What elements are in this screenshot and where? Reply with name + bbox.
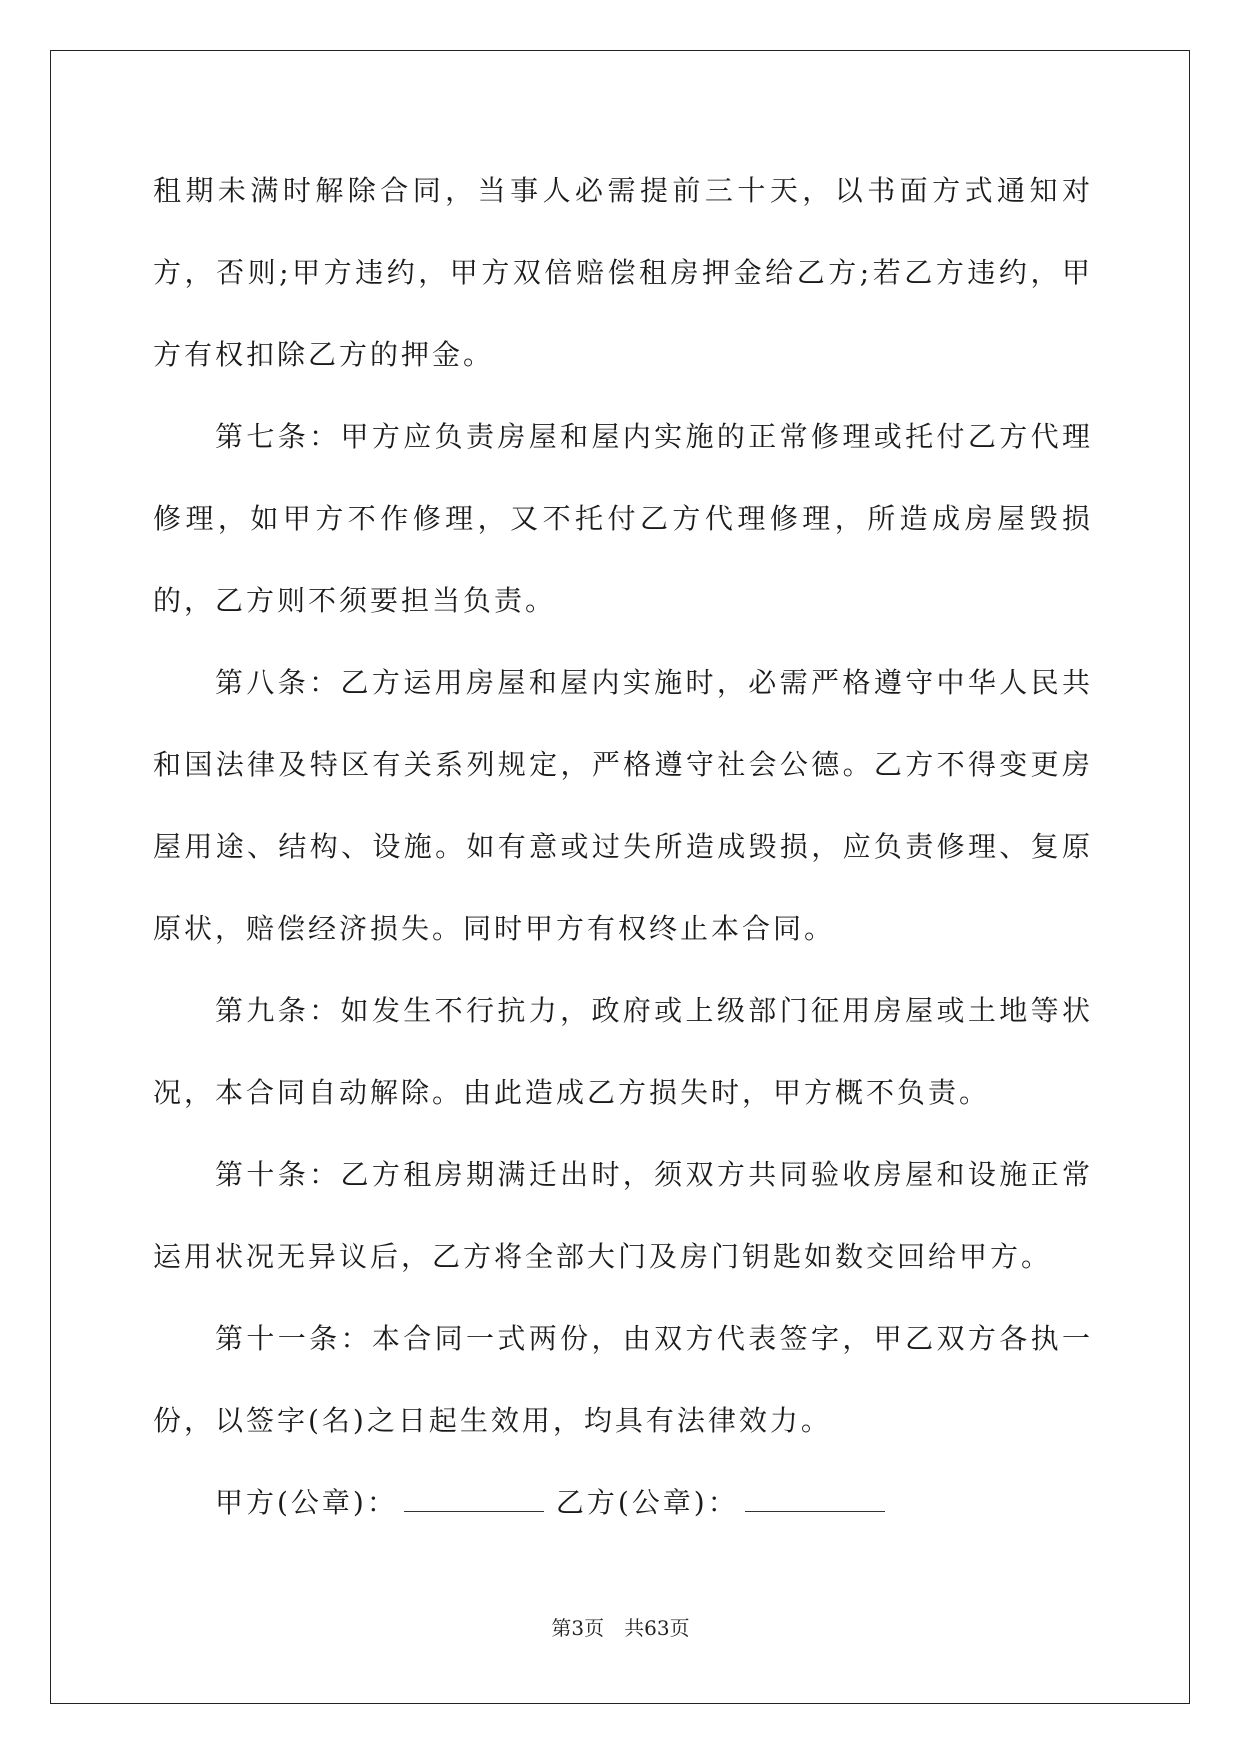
paragraph-article-8: 第八条：乙方运用房屋和屋内实施时，必需严格遵守中华人民共和国法律及特区有关系列规定，严格遵守社会公德。乙方不得变更房屋用途、结构、设施。如有意或过失所造成毁损，应负责修理、复原原状，赔偿经济损失。同时甲方有权终止本合同。 <box>153 666 1093 945</box>
paragraph-continuation: 租期未满时解除合同，当事人必需提前三十天，以书面方式通知对方，否则;甲方违约，甲方双倍赔偿租房押金给乙方;若乙方违约，甲方有权扣除乙方的押金。 <box>153 174 1093 371</box>
page-number: 第3页 共63页 <box>551 1616 690 1640</box>
page-footer <box>0 1612 1241 1641</box>
party-a-label: 甲方(公章)： <box>215 1486 398 1519</box>
party-b-label: 乙方(公章)： <box>555 1486 739 1519</box>
paragraph-article-10: 第十条：乙方租房期满迁出时，须双方共同验收房屋和设施正常运用状况无异议后，乙方将全部大门及房门钥匙如数交回给甲方。 <box>153 1158 1093 1273</box>
document-body <box>153 150 1093 1544</box>
paragraph-article-7: 第七条：甲方应负责房屋和屋内实施的正常修理或托付乙方代理修理，如甲方不作修理，又不托付乙方代理修理，所造成房屋毁损的，乙方则不须要担当负责。 <box>153 420 1093 617</box>
paragraph-article-11: 第十一条：本合同一式两份，由双方代表签字，甲乙双方各执一份，以签字(名)之日起生效用，均具有法律效力。 <box>153 1322 1093 1437</box>
signature-line <box>153 1462 1093 1544</box>
party-a-signature-blank <box>404 1489 544 1512</box>
party-b-signature-blank <box>745 1489 885 1512</box>
paragraph-article-9: 第九条：如发生不行抗力，政府或上级部门征用房屋或土地等状况，本合同自动解除。由此造成乙方损失时，甲方概不负责。 <box>153 994 1093 1109</box>
